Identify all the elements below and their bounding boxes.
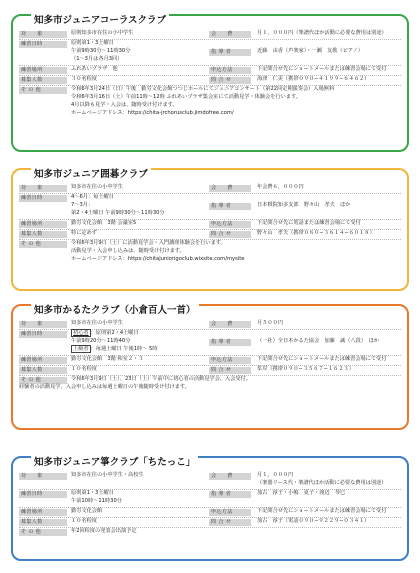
fee-value: 月１，０００円 (257, 472, 294, 478)
club-title: 知多市かるたクラブ（小倉百人一首） (31, 302, 199, 316)
target-label: 対 象 (19, 321, 67, 328)
target-label: 対 象 (19, 31, 67, 38)
apply-value: 下記問合せ先に電話または練習会場にて受付 (257, 220, 361, 226)
other-label: そ の 他 (19, 377, 67, 384)
fee-label: 会 費 (209, 31, 251, 38)
other-label: そ の 他 (19, 241, 67, 248)
schedule-line: 原則第1・3土曜日 (71, 40, 114, 46)
instructor-value: 加古 淳子・小嶋 夏子・渡辺 琴巳 (257, 490, 346, 496)
recruit-label: 募集人数 (19, 519, 67, 526)
beginner-tag: 初心者 (73, 330, 89, 336)
instructor-value: 近藤 由香（声楽家）・一瀬 友歌（ピアノ） (257, 48, 363, 54)
club-card-koto (11, 456, 409, 561)
contact-value: 加古 淳子（電話０９０−９２２９−０３４１） (257, 518, 370, 524)
fee-value: 年会費６，０００円 (257, 184, 304, 190)
contact-label: 問 合 せ (209, 519, 251, 526)
fee-value: 月１，０００円（楽譜代ほか活動に必要な費用は別途） (257, 30, 387, 36)
contact-value: 峯岸（携帯０９０−３５６７−１６２３） (257, 366, 354, 372)
other-line: 令和6年3月16日（土）午前11時～12時 ふれあいプラザ集会室にて活動見学・体験会を行います。 (71, 94, 301, 100)
target-value: 知多市在住の小中学生・高校生 (71, 472, 144, 478)
recruit-value: １０名程度 (71, 518, 97, 524)
other-line: 活動見学・入会申し込みは、随時受け付けます。 (71, 248, 185, 254)
instructor-value: （一社）全日本かるた協会 加藤 誠（八段） ほか (257, 338, 379, 344)
instructor-label: 指 導 者 (209, 339, 251, 346)
club-card-karuta (11, 304, 409, 430)
place-label: 練習場所 (19, 509, 67, 516)
schedule-line: 4～6月：毎土曜日 (71, 194, 114, 200)
other-label: そ の 他 (19, 87, 67, 94)
target-value: 原則知多市在住の小中学生 (71, 30, 134, 36)
place-value: ふれあいプラザ 他 (71, 66, 118, 72)
place-label: 練習場所 (19, 357, 67, 364)
schedule-label: 練習日時 (19, 491, 67, 498)
place-value: 勤労文化会館 (71, 508, 103, 514)
other-line: 令和6年3月9日（土）に活動見学会・入門講座体験会を行います。 (71, 240, 226, 246)
other-line: 年2回程度の発表会出演予定 (71, 528, 137, 534)
contact-value: 野々山 孝夫（携帯０８０−３６１４−６０１８） (257, 230, 375, 236)
club-details (19, 320, 401, 394)
club-title: 知多市ジュニア箏クラブ「ちたっこ」 (31, 454, 198, 468)
instructor-label: 指 導 者 (209, 49, 251, 56)
club-card-chorus (11, 14, 409, 152)
target-value: 知多市在住の小中学生 (71, 320, 123, 326)
schedule-line: 7～3月： (71, 202, 94, 208)
recruit-value: １０名程度 (71, 366, 97, 372)
other-line: 令和6年3月9日（土）、23日（土）午前中に初心者の活動見学会、入会受付。 (71, 376, 251, 382)
instructor-label: 指 導 者 (209, 203, 251, 210)
contact-value: 海津 仁美（携帯０９０−４１９９−６４６２） (257, 76, 370, 82)
schedule-line: ：原則第2・4土曜日 (90, 330, 139, 336)
instructor-value: 日本棋院知多支部 野々山 孝夫 ほか (257, 202, 351, 208)
apply-label: 申込方法 (209, 509, 251, 516)
target-label: 対 象 (19, 185, 67, 192)
schedule-line: 午前9時30分～11時30分 (71, 48, 131, 54)
recruit-label: 募集人数 (19, 77, 67, 84)
contact-label: 問 合 せ (209, 367, 251, 374)
place-value: 勤労文化会館 3階 会議室5 (71, 220, 137, 226)
recruit-value: ３０名程度 (71, 76, 97, 82)
club-details (19, 30, 401, 120)
recruit-label: 募集人数 (19, 367, 67, 374)
fee-label: 会 費 (209, 321, 251, 328)
target-label: 対 象 (19, 473, 67, 480)
place-label: 練習場所 (19, 221, 67, 228)
fee-label: 会 費 (209, 473, 251, 480)
club-title: 知多市ジュニアコーラスクラブ (31, 12, 169, 26)
fee-label: 会 費 (209, 185, 251, 192)
homepage-link[interactable]: ホームページアドレス：https://chita-jrchorusclub.jimdofree.com/ (71, 110, 234, 116)
schedule-label: 練習日時 (19, 331, 67, 338)
apply-value: 下記問合せ先にショートメールまたは練習会場にて受付 (257, 356, 387, 362)
apply-value: 下記問合せ先にショートメールまたは練習会場にて受付 (257, 508, 387, 514)
target-value: 知多市在住の小中学生 (71, 184, 123, 190)
apply-label: 申込方法 (209, 221, 251, 228)
club-title: 知多市ジュニア囲碁クラブ (31, 166, 151, 180)
schedule-line: ：毎週土曜日 午後1時～ 5時 (90, 346, 158, 352)
place-value: 勤労文化会館 3階 和室２・３ (71, 356, 144, 362)
instructor-label: 指 導 者 (209, 491, 251, 498)
contact-label: 問 合 せ (209, 231, 251, 238)
contact-label: 問 合 せ (209, 77, 251, 84)
fee-note: （楽器リース代・楽譜代ほか活動に必要な費用は別途） (257, 480, 387, 486)
schedule-line: 原則第1・3土曜日 (71, 490, 114, 496)
apply-value: 下記問合せ先にショートメールまたは練習会場にて受付 (257, 66, 387, 72)
place-label: 練習場所 (19, 67, 67, 74)
club-card-igo (11, 168, 409, 291)
schedule-line: 午前10時～11時30分 (71, 498, 122, 504)
apply-label: 申込方法 (209, 357, 251, 364)
homepage-link[interactable]: ホームページアドレス：https://chitajuniorigoclub.wixsite.com/mysite (71, 256, 245, 262)
schedule-line: （1～3月は各月3回） (71, 56, 123, 62)
schedule-line: 午前9時20分～11時40分 (71, 338, 131, 344)
club-details (19, 184, 401, 266)
recruit-value: 特に定めず (71, 230, 97, 236)
club-details (19, 472, 401, 537)
advanced-tag: 上級者 (73, 346, 89, 352)
schedule-line: 第2・4土曜日 午前9時30分～11時30分 (71, 210, 165, 216)
recruit-label: 募集人数 (19, 231, 67, 238)
other-line: 令和6年3月24日（日）午後 勤労文化会館つつじホールにてジュニアコンサート（第22回定期演奏会）入場無料 (71, 86, 335, 92)
apply-label: 申込方法 (209, 67, 251, 74)
other-line: 4月以降も見学・入会は、随時受け付けます。 (71, 102, 178, 108)
schedule-label: 練習日時 (19, 41, 67, 48)
fee-value: 月５００円 (257, 320, 283, 326)
other-label: そ の 他 (19, 529, 67, 536)
schedule-label: 練習日時 (19, 195, 67, 202)
other-line: 経験者の活動見学、入会申し込みは毎週土曜日の午後随時受け付けます。 (19, 384, 190, 390)
